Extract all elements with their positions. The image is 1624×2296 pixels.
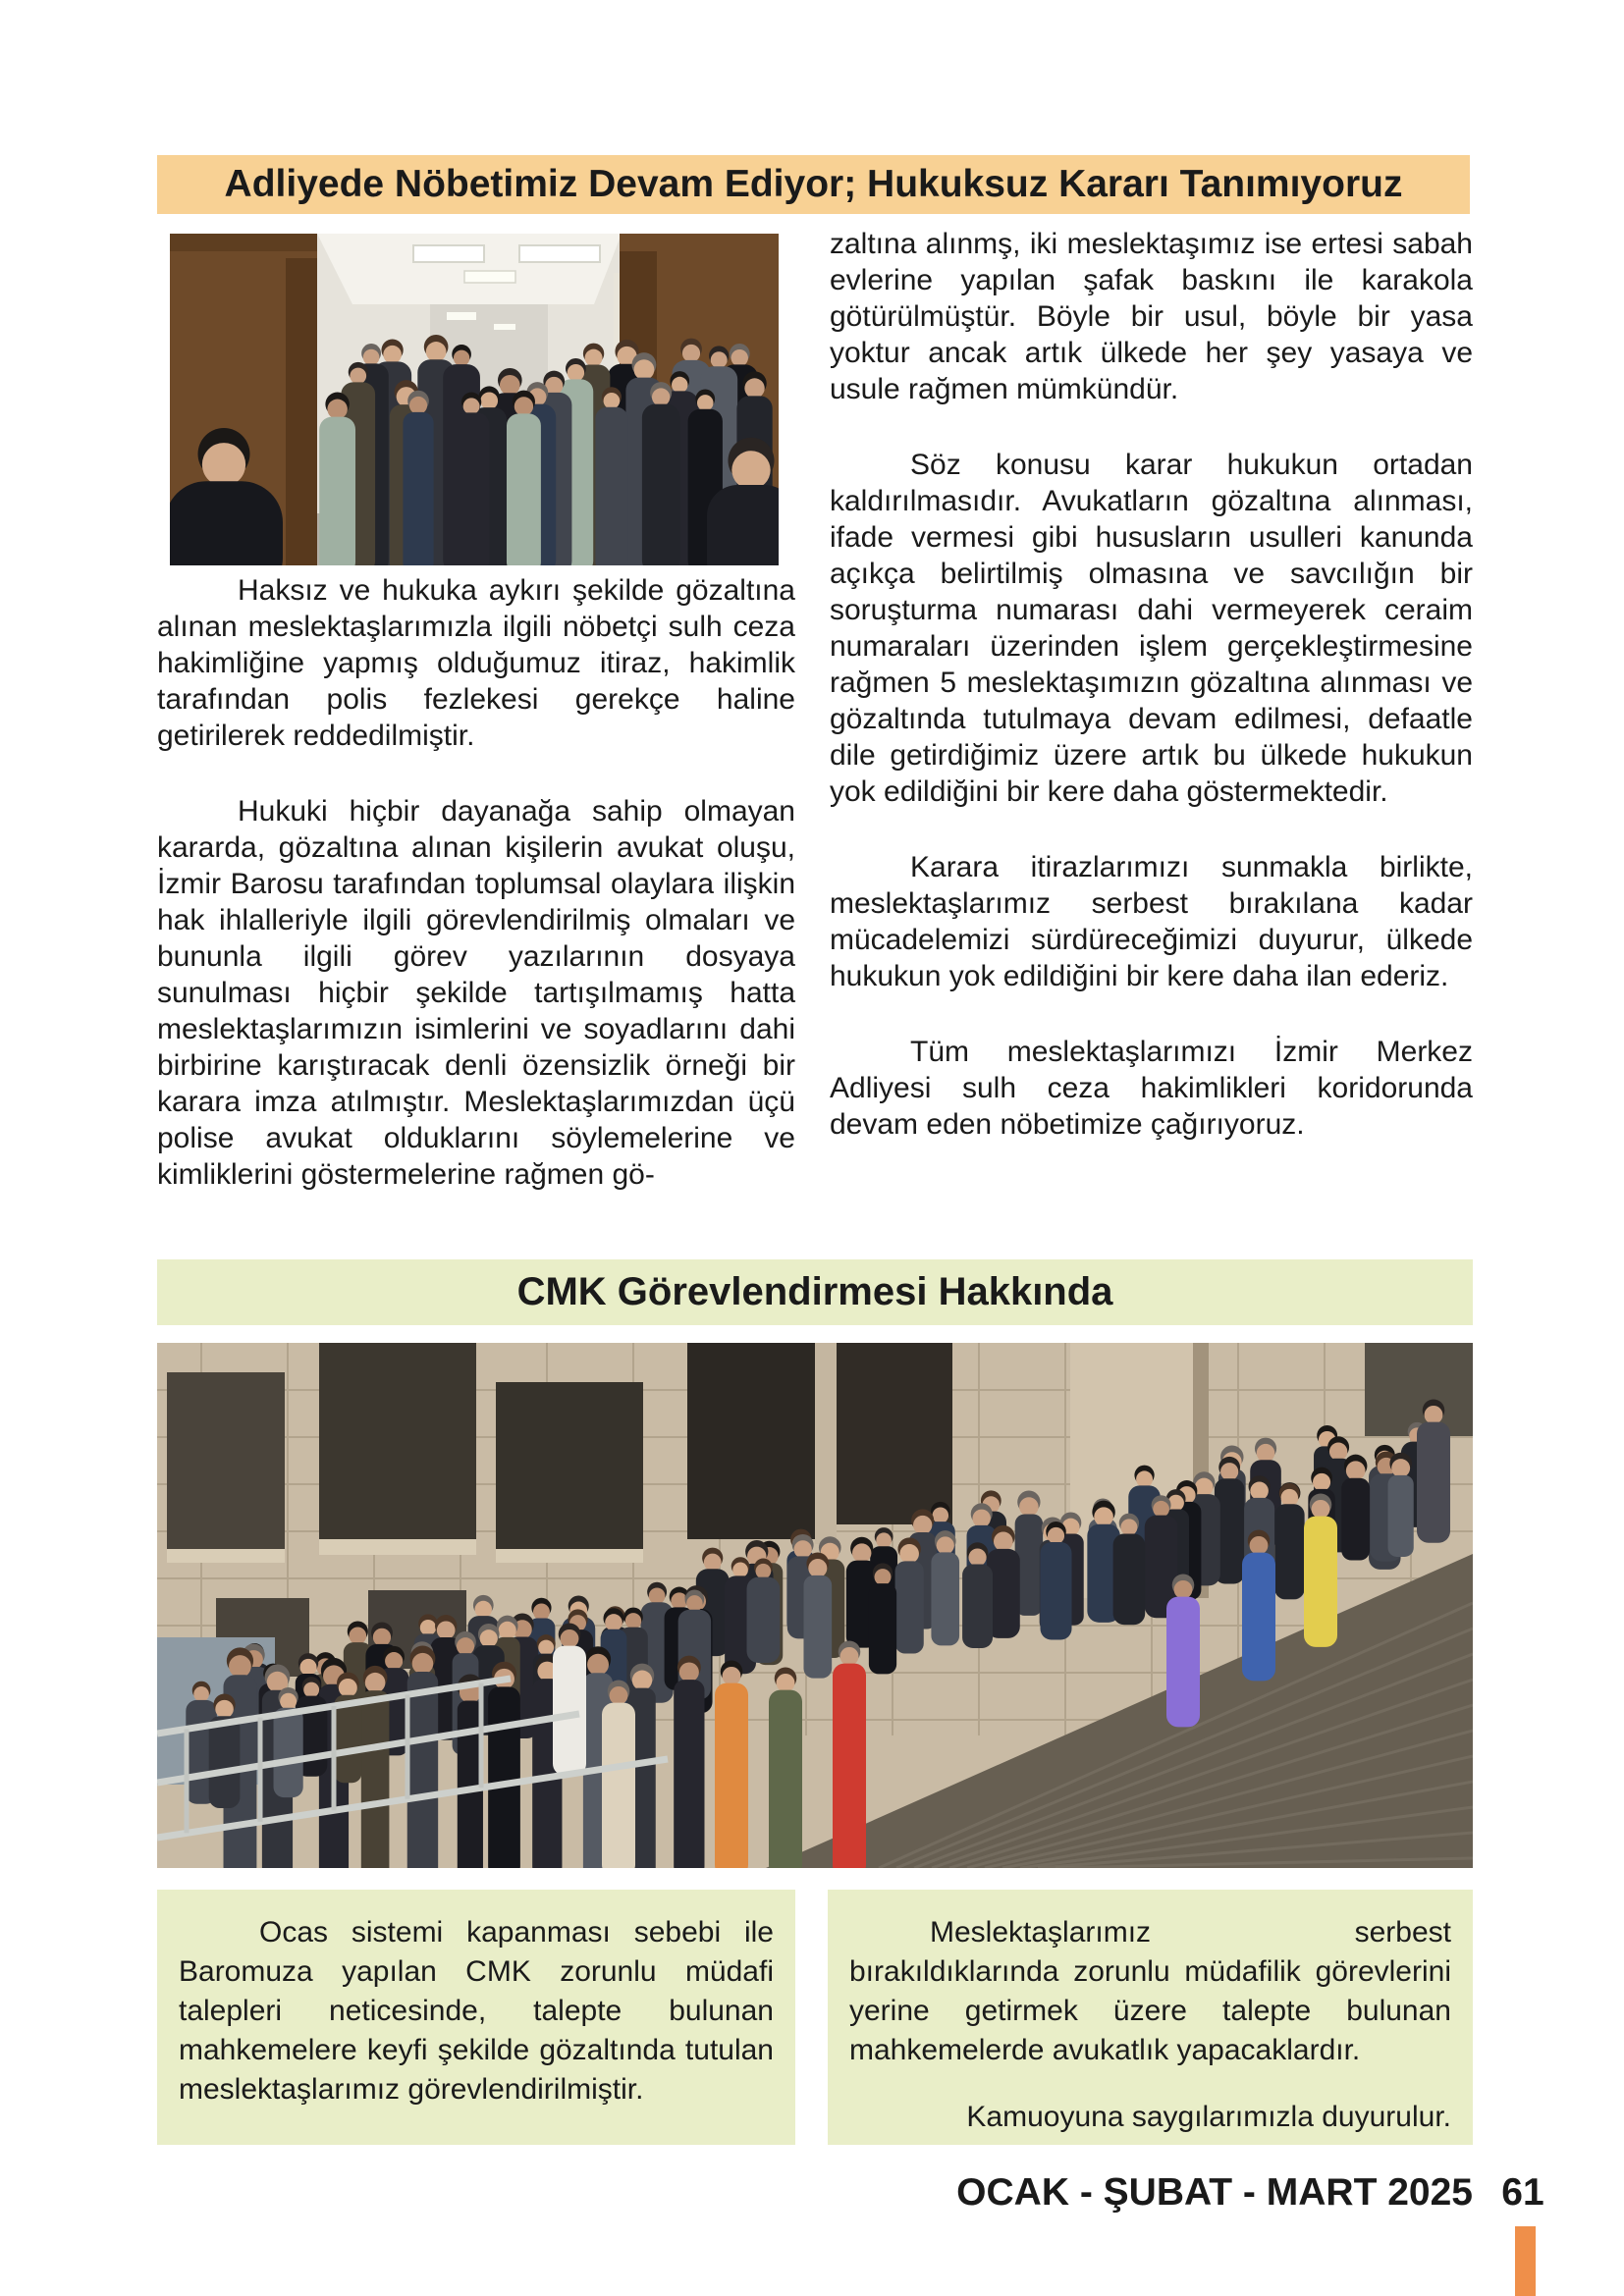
article1-right-column [830, 226, 1473, 1182]
article2-title-banner [157, 1259, 1473, 1325]
paragraph: Tüm meslektaşlarımızı İzmir Merkez Adliyesi sulh ceza hakimlikleri koridorunda devam eden nöbetimize çağırıyoruz. [830, 1036, 1473, 1141]
paragraph: Hukuki hiçbir dayanağa sahip olmayan kararda, gözaltına alınan kişilerin avukat oluşu, İzmir Barosu tarafından toplumsal olaylara ilişkin hak ihlalleriyle ilgili görevlendirilmiş olmaları ve bununla ilgili görev yazılarının dosyaya sunulması hiçbir şekilde tartışılmamış hatta meslektaşlarımızın isimlerini ve soyadlarını dahi birbirine karıştıracak denli özensizlik örneği bir karara imza atılmıştır. Meslektaşlarımızdan üçü polise avukat olduklarını söylemelerine ve kimliklerini göstermelerine rağmen gö- [157, 795, 795, 1191]
paragraph: Meslektaşlarımız serbest bırakıldıklarında zorunlu müdafilik görevlerini yerine getirmek üzere talepte bulunan mahkemelerde avukatlık yapacaklardır. [849, 1916, 1451, 2066]
paragraph: Söz konusu karar hukukun ortadan kaldırılmasıdır. Avukatların gözaltına alınması, ifade vermesi gibi hususların usulleri kanunda açıkça belirtilmiş olmasına ve savcılığın bir soruşturma numarası dahi vermeyerek ceraim numaraları üzerinden işlem gerçekleştirmesine rağmen 5 meslektaşımızın gözaltına alınması ve gözaltında tutulmaya devam edilmesi, defaatle dile getirdiğimiz üzere artık bu ülkede hukukun yok edildiğini bir kere daha göstermektedir. [830, 449, 1473, 808]
page-number: 61 [1501, 2171, 1544, 2214]
paragraph: Haksız ve hukuka aykırı şekilde gözaltına alınan meslektaşlarımızla ilgili nöbetçi sulh ceza hakimliğine yapmış olduğumuz itiraz, hakimlik tarafından polis fezlekesi gerekçe haline getirilerek reddedilmiştir. [157, 574, 795, 752]
corridor-crowd-photo [170, 234, 779, 565]
article1-title-banner [157, 155, 1470, 214]
paragraph: Ocas sistemi kapanması sebebi ile Baromuza yapılan CMK zorunlu müdafi talepleri neticesinde, talepte bulunan mahkemelere keyfi şekilde gözaltında tutulan meslektaşlarımız görevlendirilmiştir. [179, 1916, 774, 2106]
courthouse-photo-illustration [157, 1343, 1473, 1868]
closing-line: Kamuoyuna saygılarımızla duyurulur. [966, 2101, 1451, 2133]
article1-title: Adliyede Nöbetimiz Devam Ediyor; Hukuksuz Kararı Tanımıyoruz [224, 163, 1403, 205]
cmk-info-box-right [828, 1890, 1473, 2145]
article2-title: CMK Görevlendirmesi Hakkında [516, 1270, 1113, 1313]
cmk-info-box-left [157, 1890, 795, 2145]
footer-issue-label: OCAK - ŞUBAT - MART 2025 [956, 2171, 1473, 2214]
corridor-photo-illustration [170, 234, 779, 565]
courthouse-group-photo [157, 1343, 1473, 1868]
accent-bar [1515, 2226, 1536, 2296]
paragraph: Karara itirazlarımızı sunmakla birlikte, meslektaşlarımız serbest bırakılana kadar mücadelemizi sürdüreceğimizi duyurur, ülkede hukukun yok edildiğini bir kere daha ilan ederiz. [830, 851, 1473, 992]
paragraph: zaltına alınmş, iki meslektaşımız ise ertesi sabah evlerine yapılan şafak baskını ile karakola götürülmüştür. Böyle bir usul, böyle bir yasa yoktur ancak artık ülkede her şey yasaya ve usule rağmen mümkündür. [830, 228, 1473, 405]
article1-left-column [157, 572, 795, 1232]
